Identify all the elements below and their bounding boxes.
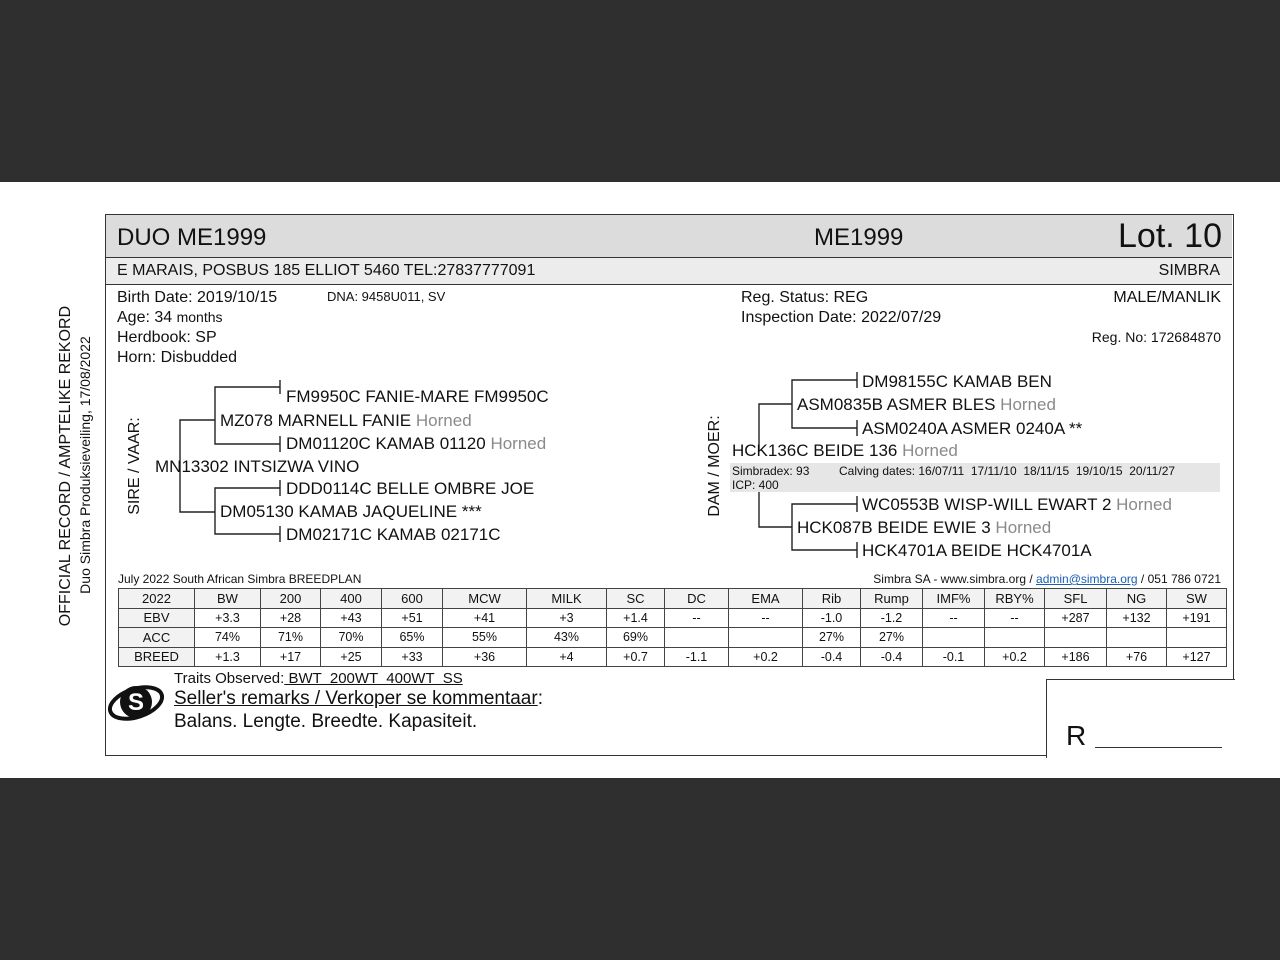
dam-dam-name: HCK087B BEIDE EWIE 3 xyxy=(797,518,991,537)
table-cell xyxy=(665,628,729,648)
table-cell xyxy=(985,628,1045,648)
table-cell: -1.1 xyxy=(665,647,729,667)
table-row-acc xyxy=(119,628,1227,648)
table-cell: +3.3 xyxy=(195,608,261,628)
table-row-breed xyxy=(119,647,1227,667)
table-cell xyxy=(1107,628,1167,648)
header-cell: RBY% xyxy=(985,589,1045,609)
table-cell: +4 xyxy=(527,647,607,667)
table-cell: EBV xyxy=(119,608,195,628)
dam-sire-sire: DM98155C KAMAB BEN xyxy=(862,372,1052,391)
animal-name: DUO ME1999 xyxy=(117,224,267,251)
dam-sire xyxy=(797,395,1056,415)
sire-dam: DM05130 KAMAB JAQUELINE *** xyxy=(220,502,482,521)
traits-value: BWT 200WT 400WT SS xyxy=(284,670,463,687)
table-cell: +287 xyxy=(1045,608,1107,628)
header-cell: BW xyxy=(195,589,261,609)
table-cell: 71% xyxy=(261,628,321,648)
animal-id: ME1999 xyxy=(814,224,904,251)
table-cell: +0.2 xyxy=(729,647,803,667)
price-label: R xyxy=(1066,720,1087,751)
sire-name: MN13302 INTSIZWA VINO xyxy=(155,457,360,476)
inspection-date: Inspection Date: 2022/07/29 xyxy=(741,309,942,326)
contact-website: Simbra SA - www.simbra.org / xyxy=(873,572,1033,586)
table-cell: +1.4 xyxy=(607,608,665,628)
table-cell: +127 xyxy=(1167,647,1227,667)
dam-dam-sire-horn: Horned xyxy=(1116,495,1172,514)
table-cell: -0.4 xyxy=(861,647,923,667)
lot-number: Lot. 10 xyxy=(1118,217,1222,255)
table-cell: +41 xyxy=(443,608,527,628)
table-cell: 74% xyxy=(195,628,261,648)
table-cell: -- xyxy=(665,608,729,628)
table-cell: -1.0 xyxy=(803,608,861,628)
table-row-ebv xyxy=(119,608,1227,628)
catalogue-sheet xyxy=(0,182,1280,778)
header-cell: MCW xyxy=(443,589,527,609)
dam-horn: Horned xyxy=(902,441,958,460)
age-value: Age: 34 xyxy=(117,309,173,326)
dam-dam xyxy=(797,518,1051,538)
sire-dam-sire: DDD0114C BELLE OMBRE JOE xyxy=(286,479,535,498)
contact-phone: / 051 786 0721 xyxy=(1140,572,1221,586)
sire-sire xyxy=(220,411,472,431)
remarks-colon: : xyxy=(537,688,543,709)
seller-remarks-title xyxy=(174,688,543,710)
dam xyxy=(732,441,958,461)
dam-dam-horn: Horned xyxy=(995,518,1052,537)
table-cell: -1.2 xyxy=(861,608,923,628)
official-record-label: OFFICIAL RECORD / AMPTELIKE REKORD xyxy=(57,305,74,627)
table-cell: +3 xyxy=(527,608,607,628)
remarks-title-text: Seller's remarks / Verkoper se kommentaar xyxy=(174,688,538,709)
dam-name: HCK136C BEIDE 136 xyxy=(732,441,898,460)
sire-dam-dam: DM02171C KAMAB 02171C xyxy=(286,525,501,544)
dam-lower-branch xyxy=(759,492,792,527)
logo-letter: S xyxy=(127,689,145,716)
table-cell: 65% xyxy=(382,628,443,648)
header-cell: 200 xyxy=(261,589,321,609)
herdbook: Herdbook: SP xyxy=(117,329,217,346)
header-cell: NG xyxy=(1107,589,1167,609)
calving-dates: Calving dates: 16/07/11 17/11/10 18/11/15 19/10/15 20/11/27 xyxy=(839,464,1176,478)
table-cell xyxy=(923,628,985,648)
reg-number: Reg. No: 172684870 xyxy=(1091,329,1221,345)
price-box xyxy=(1046,679,1235,758)
dam-sire-dam: ASM0240A ASMER 0240A ** xyxy=(862,419,1083,438)
table-cell: +17 xyxy=(261,647,321,667)
table-cell: 27% xyxy=(803,628,861,648)
seller-remarks-text: Balans. Lengte. Breedte. Kapasiteit. xyxy=(174,711,478,732)
header-cell: 2022 xyxy=(119,589,195,609)
table-cell: +1.3 xyxy=(195,647,261,667)
header-cell: 400 xyxy=(321,589,382,609)
table-cell: +76 xyxy=(1107,647,1167,667)
header-cell: SW xyxy=(1167,589,1227,609)
table-cell: +28 xyxy=(261,608,321,628)
table-cell: +186 xyxy=(1045,647,1107,667)
header-cell: SC xyxy=(607,589,665,609)
sire-sire-horn: Horned xyxy=(415,411,472,430)
reg-status: Reg. Status: REG xyxy=(741,289,869,306)
table-cell: -- xyxy=(923,608,985,628)
table-cell xyxy=(1167,628,1227,648)
dam-label: DAM / MOER: xyxy=(706,415,723,517)
contact-email-link[interactable]: admin@simbra.org xyxy=(1036,572,1138,586)
header-cell: DC xyxy=(665,589,729,609)
sire-sire-dam-horn: Horned xyxy=(490,434,547,453)
traits-label: Traits Observed: xyxy=(174,670,285,687)
birth-date: Birth Date: 2019/10/15 xyxy=(117,289,278,306)
breedplan-title: July 2022 South African Simbra BREEDPLAN xyxy=(118,572,362,586)
table-cell: 69% xyxy=(607,628,665,648)
table-cell: -- xyxy=(729,608,803,628)
table-cell xyxy=(1045,628,1107,648)
sire-sire-name: MZ078 MARNELL FANIE xyxy=(220,411,412,430)
sire-sire-dam-name: DM01120C KAMAB 01120 xyxy=(286,434,486,453)
table-cell: 27% xyxy=(861,628,923,648)
simbra-logo-icon xyxy=(106,678,168,728)
table-cell: ACC xyxy=(119,628,195,648)
table-cell: -0.1 xyxy=(923,647,985,667)
dam-dam-dam: HCK4701A BEIDE HCK4701A xyxy=(862,541,1092,560)
auction-label: Duo Simbra Produksieveiling, 17/08/2022 xyxy=(77,336,93,594)
header-cell: MILK xyxy=(527,589,607,609)
header-cell: Rump xyxy=(861,589,923,609)
horn-status: Horn: Disbudded xyxy=(117,349,238,366)
table-cell: +132 xyxy=(1107,608,1167,628)
table-cell: +51 xyxy=(382,608,443,628)
table-cell xyxy=(729,628,803,648)
sire-sire-sire: FM9950C FANIE-MARE FM9950C xyxy=(286,387,549,406)
header-cell: SFL xyxy=(1045,589,1107,609)
header-cell: Rib xyxy=(803,589,861,609)
breeder-address: E MARAIS, POSBUS 185 ELLIOT 5460 TEL:27837777091 xyxy=(117,262,536,279)
icp: ICP: 400 xyxy=(732,478,779,492)
dna-info: DNA: 9458U011, SV xyxy=(327,289,446,304)
traits-observed xyxy=(174,670,463,687)
breedplan-header-row xyxy=(119,589,1227,609)
table-cell: +33 xyxy=(382,647,443,667)
table-cell: BREED xyxy=(119,647,195,667)
sire-label: SIRE / VAAR: xyxy=(126,417,143,515)
table-cell: -- xyxy=(985,608,1045,628)
table-cell: +191 xyxy=(1167,608,1227,628)
breed-name: SIMBRA xyxy=(1158,262,1220,279)
table-cell: +25 xyxy=(321,647,382,667)
dam-performance-box xyxy=(730,463,1220,492)
table-cell: +36 xyxy=(443,647,527,667)
table-cell: 70% xyxy=(321,628,382,648)
dam-dam-sire-name: WC0553B WISP-WILL EWART 2 xyxy=(862,495,1112,514)
table-cell: +43 xyxy=(321,608,382,628)
table-cell: 43% xyxy=(527,628,607,648)
header-cell: EMA xyxy=(729,589,803,609)
header-cell: IMF% xyxy=(923,589,985,609)
header-cell: 600 xyxy=(382,589,443,609)
breedplan-table xyxy=(118,588,1227,667)
sex: MALE/MANLIK xyxy=(1113,289,1221,306)
table-cell: +0.2 xyxy=(985,647,1045,667)
age-unit: months xyxy=(176,309,223,325)
dam-sire-name: ASM0835B ASMER BLES xyxy=(797,395,996,414)
table-cell: 55% xyxy=(443,628,527,648)
sire-sire-dam xyxy=(286,434,546,454)
price-line[interactable] xyxy=(1095,747,1222,748)
dam-dam-sire xyxy=(862,495,1172,515)
simbradex: Simbradex: 93 xyxy=(732,464,810,478)
table-cell: +0.7 xyxy=(607,647,665,667)
dam-sire-horn: Horned xyxy=(1000,395,1056,414)
breedplan-contact xyxy=(873,572,1221,586)
table-cell: -0.4 xyxy=(803,647,861,667)
